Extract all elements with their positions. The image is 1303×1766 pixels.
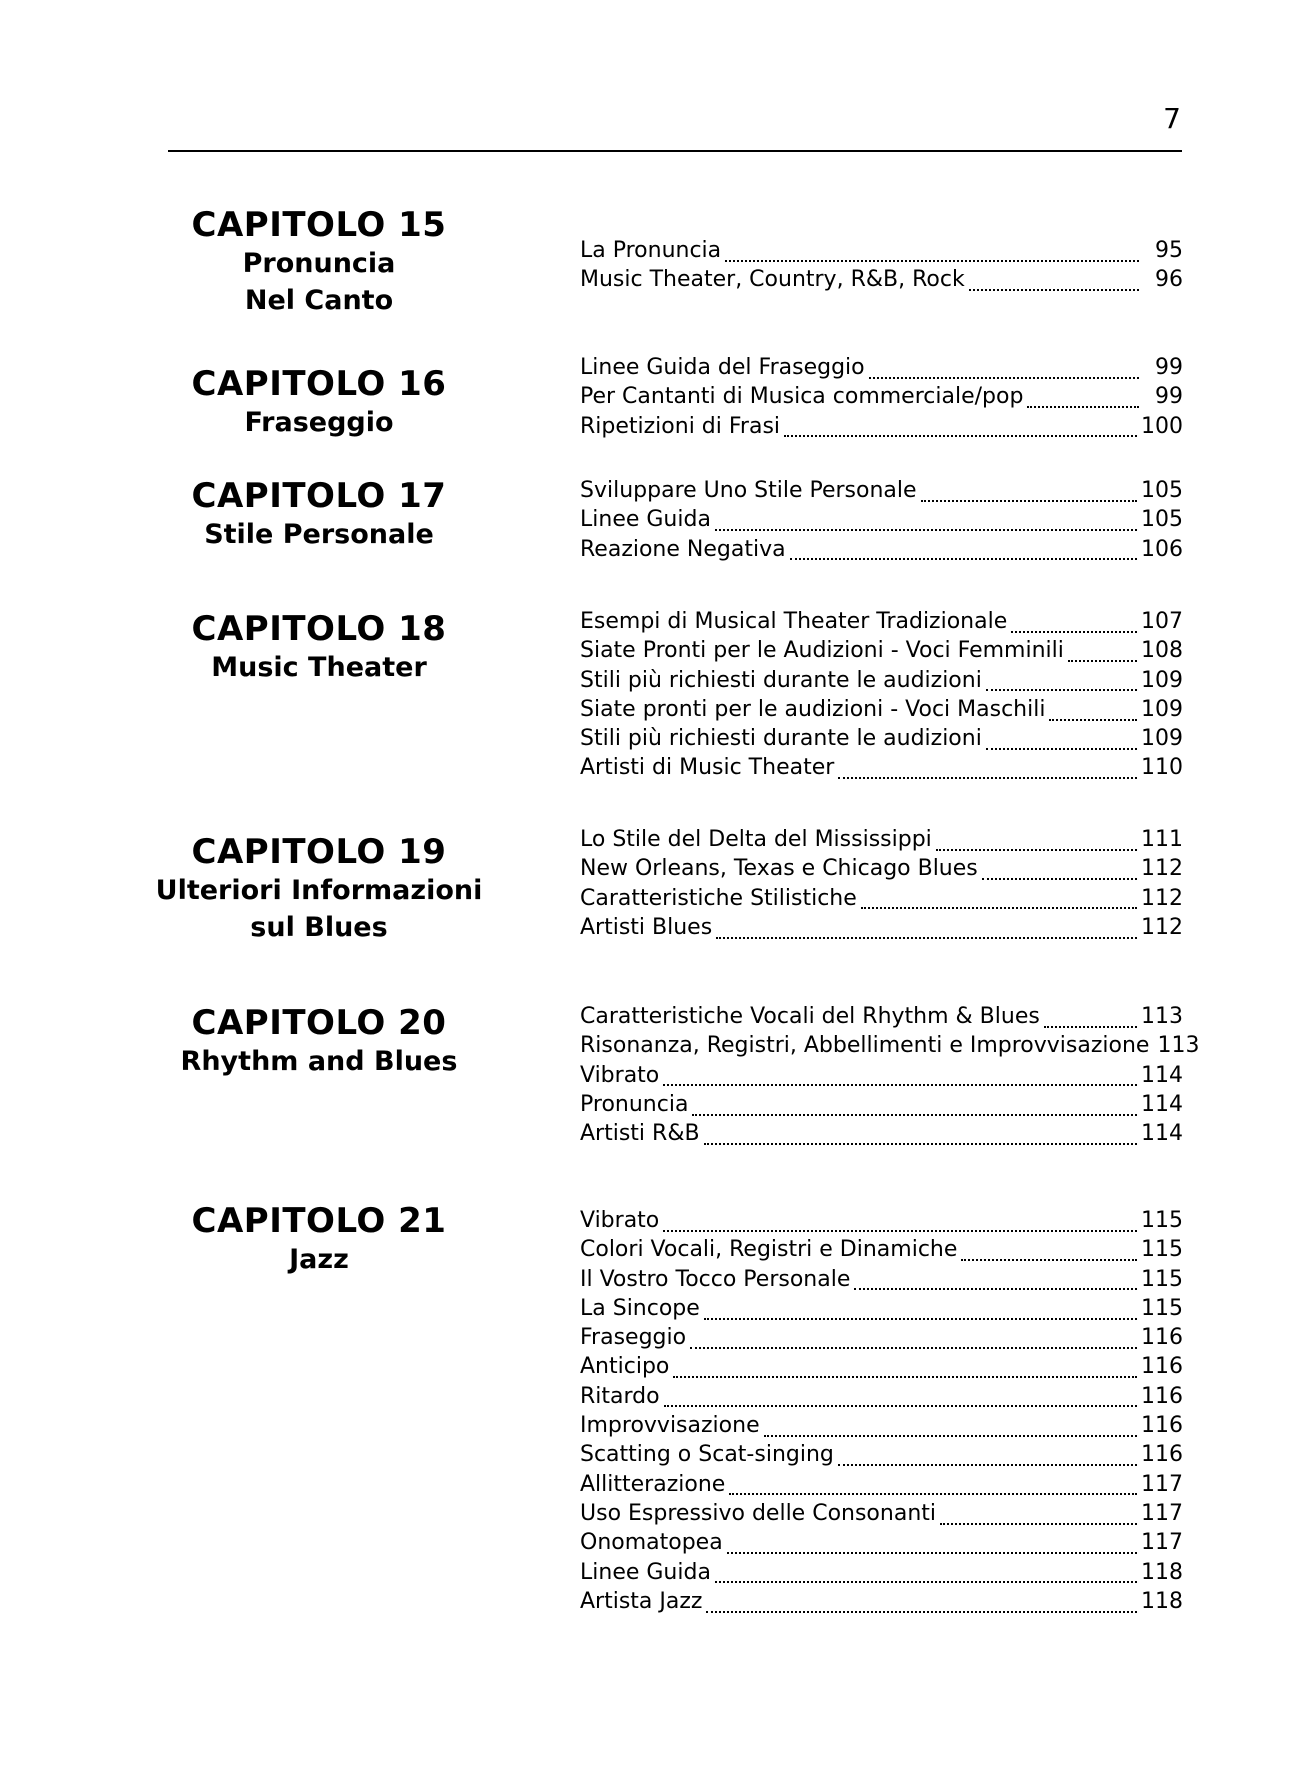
chapter-subtitle: Stile Personale xyxy=(204,519,434,550)
chapter-subtitle: Ulteriori Informazioni xyxy=(155,875,483,906)
entry-page-number: 107 xyxy=(1141,609,1183,634)
chapter-label: CAPITOLO 21 xyxy=(191,1201,447,1241)
entry-title: Pronuncia xyxy=(580,1091,689,1117)
dot-leader xyxy=(704,1318,1137,1320)
entry-page-number: 114 xyxy=(1141,1062,1183,1088)
toc-entry[interactable] xyxy=(580,755,1183,784)
toc-entry[interactable] xyxy=(580,1092,1183,1121)
chapter-label: CAPITOLO 16 xyxy=(191,364,447,404)
dot-leader xyxy=(969,289,1139,291)
entry-title: Linee Guida xyxy=(580,1559,711,1585)
chapter-entries xyxy=(580,1208,1183,1618)
toc-entry[interactable] xyxy=(580,609,1183,638)
dot-leader xyxy=(725,260,1139,262)
entry-page-number: 113 xyxy=(1157,1033,1200,1059)
toc-entry[interactable] xyxy=(580,238,1183,267)
chapter-label: CAPITOLO 19 xyxy=(191,832,447,872)
chapter-entries xyxy=(580,238,1183,297)
dot-leader xyxy=(663,1230,1137,1232)
toc-entry[interactable] xyxy=(580,1237,1183,1266)
entry-title: Colori Vocali, Registri e Dinamiche xyxy=(580,1237,958,1263)
entry-page-number: 116 xyxy=(1141,1383,1183,1409)
toc-entry[interactable] xyxy=(580,827,1183,856)
entry-title: Stili più richiesti durante le audizioni xyxy=(580,667,982,693)
toc-entry[interactable] xyxy=(580,1413,1183,1442)
entry-title: La Pronuncia xyxy=(580,238,722,263)
entry-page-number: 109 xyxy=(1141,726,1183,752)
dot-leader xyxy=(727,1552,1137,1554)
dot-leader xyxy=(673,1376,1137,1378)
chapter-subtitle: Pronuncia xyxy=(242,248,396,279)
entry-title: Artisti di Music Theater xyxy=(580,755,835,781)
entry-page-number: 110 xyxy=(1141,755,1183,781)
toc-entry[interactable] xyxy=(580,1354,1183,1383)
toc-entry[interactable] xyxy=(580,697,1183,726)
entry-page-number: 105 xyxy=(1141,507,1183,533)
entry-page-number: 114 xyxy=(1141,1091,1183,1117)
chapter-heading xyxy=(150,364,488,441)
chapter-heading xyxy=(150,476,488,553)
entry-page-number: 111 xyxy=(1141,827,1183,852)
entry-title: Linee Guida del Fraseggio xyxy=(580,355,865,380)
toc-entry[interactable] xyxy=(580,1033,1200,1062)
dot-leader xyxy=(716,937,1137,939)
entry-title: Fraseggio xyxy=(580,1325,687,1351)
toc-entry[interactable] xyxy=(580,1208,1183,1237)
dot-leader xyxy=(838,1464,1137,1466)
entry-page-number: 116 xyxy=(1141,1442,1183,1468)
dot-leader xyxy=(664,1405,1137,1407)
toc-entry[interactable] xyxy=(580,267,1183,296)
entry-page-number: 117 xyxy=(1141,1471,1183,1497)
dot-leader xyxy=(986,689,1137,691)
toc-entry[interactable] xyxy=(580,1501,1183,1530)
dot-leader xyxy=(921,500,1137,502)
dot-leader xyxy=(704,1143,1137,1145)
toc-entry[interactable] xyxy=(580,1296,1183,1325)
entry-title: Artisti Blues xyxy=(580,914,713,940)
toc-entry[interactable] xyxy=(580,1589,1183,1618)
chapter-label: CAPITOLO 18 xyxy=(191,609,447,649)
chapter-label: CAPITOLO 20 xyxy=(191,1003,447,1043)
entry-page-number: 96 xyxy=(1155,267,1183,293)
entry-page-number: 99 xyxy=(1155,355,1183,380)
dot-leader xyxy=(1068,660,1137,662)
entry-title: Linee Guida xyxy=(580,507,711,533)
entry-title: Onomatopea xyxy=(580,1530,723,1556)
toc-entry[interactable] xyxy=(580,384,1183,413)
chapter-subtitle: Fraseggio xyxy=(244,407,394,438)
toc-entry[interactable] xyxy=(580,1442,1183,1471)
entry-page-number: 113 xyxy=(1141,1004,1183,1029)
entry-title: Ripetizioni di Frasi xyxy=(580,413,781,439)
entry-title: Ritardo xyxy=(580,1383,660,1409)
dot-leader xyxy=(854,1288,1137,1290)
entry-page-number: 116 xyxy=(1141,1354,1183,1380)
entry-title: Scatting o Scat-singing xyxy=(580,1442,834,1468)
dot-leader xyxy=(1049,719,1137,721)
dot-leader xyxy=(663,1084,1137,1086)
entry-page-number: 117 xyxy=(1141,1500,1183,1526)
entry-title: New Orleans, Texas e Chicago Blues xyxy=(580,856,978,882)
dot-leader xyxy=(715,1581,1137,1583)
entry-title: Caratteristiche Vocali del Rhythm & Blues xyxy=(580,1004,1040,1029)
chapter-entries xyxy=(580,1004,1200,1150)
chapter-label: CAPITOLO 17 xyxy=(191,476,447,516)
entry-title: Allitterazione xyxy=(580,1471,726,1497)
toc-entry[interactable] xyxy=(580,886,1183,915)
dot-leader xyxy=(784,435,1137,437)
entry-title: Uso Espressivo delle Consonanti xyxy=(580,1500,936,1526)
entry-page-number: 115 xyxy=(1141,1237,1183,1263)
entry-page-number: 112 xyxy=(1141,856,1183,882)
entry-title: Vibrato xyxy=(580,1062,660,1088)
dot-leader xyxy=(861,907,1137,909)
entry-page-number: 114 xyxy=(1141,1121,1183,1147)
chapter-entries xyxy=(580,478,1183,566)
toc-entry[interactable] xyxy=(580,856,1183,885)
entry-page-number: 112 xyxy=(1141,914,1183,940)
entry-title: Il Vostro Tocco Personale xyxy=(580,1266,851,1292)
entry-page-number: 118 xyxy=(1141,1559,1183,1585)
entry-title: Stili più richiesti durante le audizioni xyxy=(580,726,982,752)
dot-leader xyxy=(729,1493,1137,1495)
dot-leader xyxy=(940,1523,1137,1525)
toc-entry[interactable] xyxy=(580,1267,1183,1296)
entry-title: Caratteristiche Stilistiche xyxy=(580,885,857,911)
dot-leader xyxy=(1011,631,1137,633)
chapter-entries xyxy=(580,355,1183,443)
toc-entry[interactable] xyxy=(580,1384,1183,1413)
toc-entry[interactable] xyxy=(580,537,1183,566)
entry-page-number: 95 xyxy=(1155,238,1183,263)
dot-leader xyxy=(838,777,1137,779)
entry-page-number: 109 xyxy=(1141,667,1183,693)
chapter-entries xyxy=(580,609,1183,785)
entry-title: Per Cantanti di Musica commerciale/pop xyxy=(580,384,1024,410)
toc-entry[interactable] xyxy=(580,507,1183,536)
chapter-heading xyxy=(150,1201,488,1278)
entry-page-number: 109 xyxy=(1141,696,1183,722)
entry-page-number: 116 xyxy=(1141,1325,1183,1351)
chapter-heading xyxy=(150,609,488,686)
dot-leader xyxy=(790,558,1137,560)
chapter-heading xyxy=(150,1003,488,1080)
entry-title: Sviluppare Uno Stile Personale xyxy=(580,478,917,503)
dot-leader xyxy=(936,849,1137,851)
dot-leader xyxy=(869,377,1139,379)
entry-page-number: 118 xyxy=(1141,1588,1183,1614)
chapter-subtitle: Nel Canto xyxy=(244,285,394,316)
chapter-subtitle: Music Theater xyxy=(211,652,427,683)
entry-title: Esempi di Musical Theater Tradizionale xyxy=(580,609,1008,634)
dot-leader xyxy=(961,1259,1137,1261)
entry-title: Improvvisazione xyxy=(580,1413,760,1439)
toc-entry[interactable] xyxy=(580,1004,1183,1033)
entry-page-number: 106 xyxy=(1141,536,1183,562)
toc-entry[interactable] xyxy=(580,355,1183,384)
toc-entry[interactable] xyxy=(580,1063,1183,1092)
entry-title: Music Theater, Country, R&B, Rock xyxy=(580,267,965,293)
dot-leader xyxy=(1044,1026,1137,1028)
chapter-entries xyxy=(580,827,1183,944)
entry-title: Risonanza, Registri, Abbellimenti e Improvvisazione xyxy=(580,1033,1150,1059)
chapter-label: CAPITOLO 15 xyxy=(191,205,447,245)
dot-leader xyxy=(715,529,1137,531)
entry-title: Vibrato xyxy=(580,1208,660,1233)
entry-page-number: 115 xyxy=(1141,1266,1183,1292)
entry-title: Artisti R&B xyxy=(580,1121,700,1147)
entry-title: Artista Jazz xyxy=(580,1588,703,1614)
entry-page-number: 115 xyxy=(1141,1295,1183,1321)
toc-entry[interactable] xyxy=(580,915,1183,944)
page-number: 7 xyxy=(1163,102,1181,135)
entry-title: Siate Pronti per le Audizioni - Voci Femminili xyxy=(580,638,1064,664)
chapter-subtitle: sul Blues xyxy=(250,912,388,943)
toc-entry[interactable] xyxy=(580,668,1183,697)
entry-title: Lo Stile del Delta del Mississippi xyxy=(580,827,932,852)
toc-entry[interactable] xyxy=(580,1325,1183,1354)
toc-entry[interactable] xyxy=(580,638,1183,667)
dot-leader xyxy=(690,1347,1137,1349)
entry-page-number: 112 xyxy=(1141,885,1183,911)
entry-title: Anticipo xyxy=(580,1354,670,1380)
header-rule xyxy=(168,150,1182,152)
dot-leader xyxy=(692,1114,1137,1116)
entry-title: La Sincope xyxy=(580,1295,700,1321)
chapter-subtitle: Rhythm and Blues xyxy=(180,1046,458,1077)
entry-page-number: 115 xyxy=(1141,1208,1183,1233)
toc-entry[interactable] xyxy=(580,726,1183,755)
dot-leader xyxy=(1027,406,1139,408)
entry-page-number: 99 xyxy=(1155,384,1183,410)
toc-entry[interactable] xyxy=(580,1472,1183,1501)
entry-title: Siate pronti per le audizioni - Voci Maschili xyxy=(580,696,1046,722)
entry-page-number: 100 xyxy=(1141,413,1183,439)
dot-leader xyxy=(986,748,1137,750)
chapter-subtitle: Jazz xyxy=(289,1244,349,1275)
chapter-heading xyxy=(150,205,488,319)
entry-page-number: 105 xyxy=(1141,478,1183,503)
entry-title: Reazione Negativa xyxy=(580,536,786,562)
entry-page-number: 116 xyxy=(1141,1413,1183,1439)
toc-entry[interactable] xyxy=(580,1530,1183,1559)
entry-page-number: 117 xyxy=(1141,1530,1183,1556)
entry-page-number: 108 xyxy=(1141,638,1183,664)
toc-entry[interactable] xyxy=(580,478,1183,507)
dot-leader xyxy=(982,878,1137,880)
chapter-heading xyxy=(150,832,488,946)
toc-entry[interactable] xyxy=(580,1560,1183,1589)
toc-entry[interactable] xyxy=(580,1121,1183,1150)
toc-entry[interactable] xyxy=(580,414,1183,443)
dot-leader xyxy=(764,1435,1137,1437)
dot-leader xyxy=(706,1611,1137,1613)
